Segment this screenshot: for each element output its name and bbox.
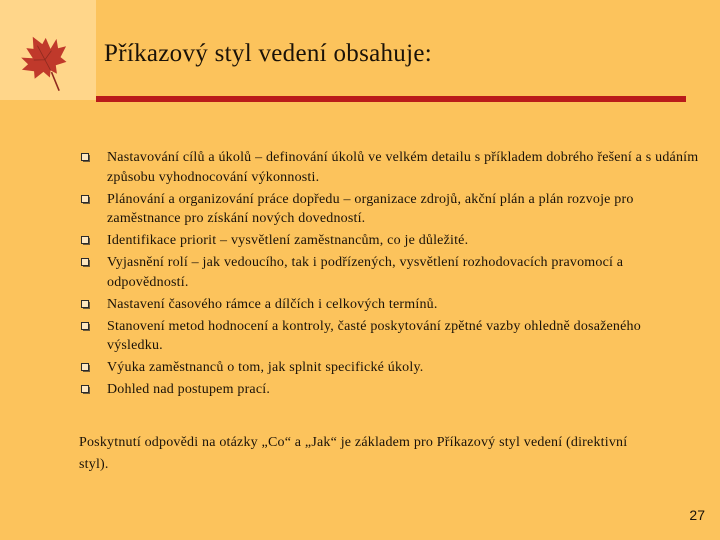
closing-paragraph: Poskytnutí odpovědi na otázky „Co“ a „Jak“ je základem pro Příkazový styl vedení (direktivní styl). [79, 435, 628, 472]
bullet-text: Nastavování cílů a úkolů – definování úkolů ve velkém detailu s příkladem dobrého řešení a s udáním způsobu vyhodnocování výkonnosti. [107, 150, 699, 185]
bullet-text: Plánování a organizování práce dopředu – organizace zdrojů, akční plán a plán rozvoje pro zaměstnance pro získání nových dovedností. [107, 191, 634, 227]
list-item [80, 317, 700, 356]
bullet-text: Dohled nad postupem prací. [107, 382, 271, 398]
slide-title: Příkazový styl vedení obsahuje: [104, 40, 432, 67]
hollow-square-bullet-icon [81, 322, 90, 331]
hollow-square-bullet-icon [81, 258, 90, 267]
list-item [80, 380, 700, 400]
list-item [80, 231, 700, 251]
page-number: 27 [689, 507, 705, 523]
list-item [80, 295, 700, 315]
bullet-text: Identifikace priorit – vysvětlení zaměstnancům, co je důležité. [107, 233, 469, 249]
list-item [80, 358, 700, 378]
maple-leaf-icon [8, 14, 80, 96]
hollow-square-bullet-icon [81, 385, 90, 394]
title-rule [96, 96, 686, 102]
bullet-text: Výuka zaměstnanců o tom, jak splnit specifické úkoly. [107, 360, 424, 376]
hollow-square-bullet-icon [81, 236, 90, 245]
corner-panel [0, 0, 96, 100]
hollow-square-bullet-icon [81, 153, 90, 162]
hollow-square-bullet-icon [81, 300, 90, 309]
list-item [80, 148, 700, 187]
bullet-list [80, 148, 700, 402]
list-item [80, 190, 700, 229]
bullet-text: Stanovení metod hodnocení a kontroly, časté poskytování zpětné vazby ohledně dosaženého výsledku. [107, 318, 641, 354]
list-item [80, 253, 700, 292]
hollow-square-bullet-icon [81, 363, 90, 372]
bullet-text: Nastavení časového rámce a dílčích i celkových termínů. [107, 296, 438, 312]
bullet-text: Vyjasnění rolí – jak vedoucího, tak i podřízených, vysvětlení rozhodovacích pravomocí a odpovědností. [107, 255, 624, 290]
hollow-square-bullet-icon [81, 195, 90, 204]
